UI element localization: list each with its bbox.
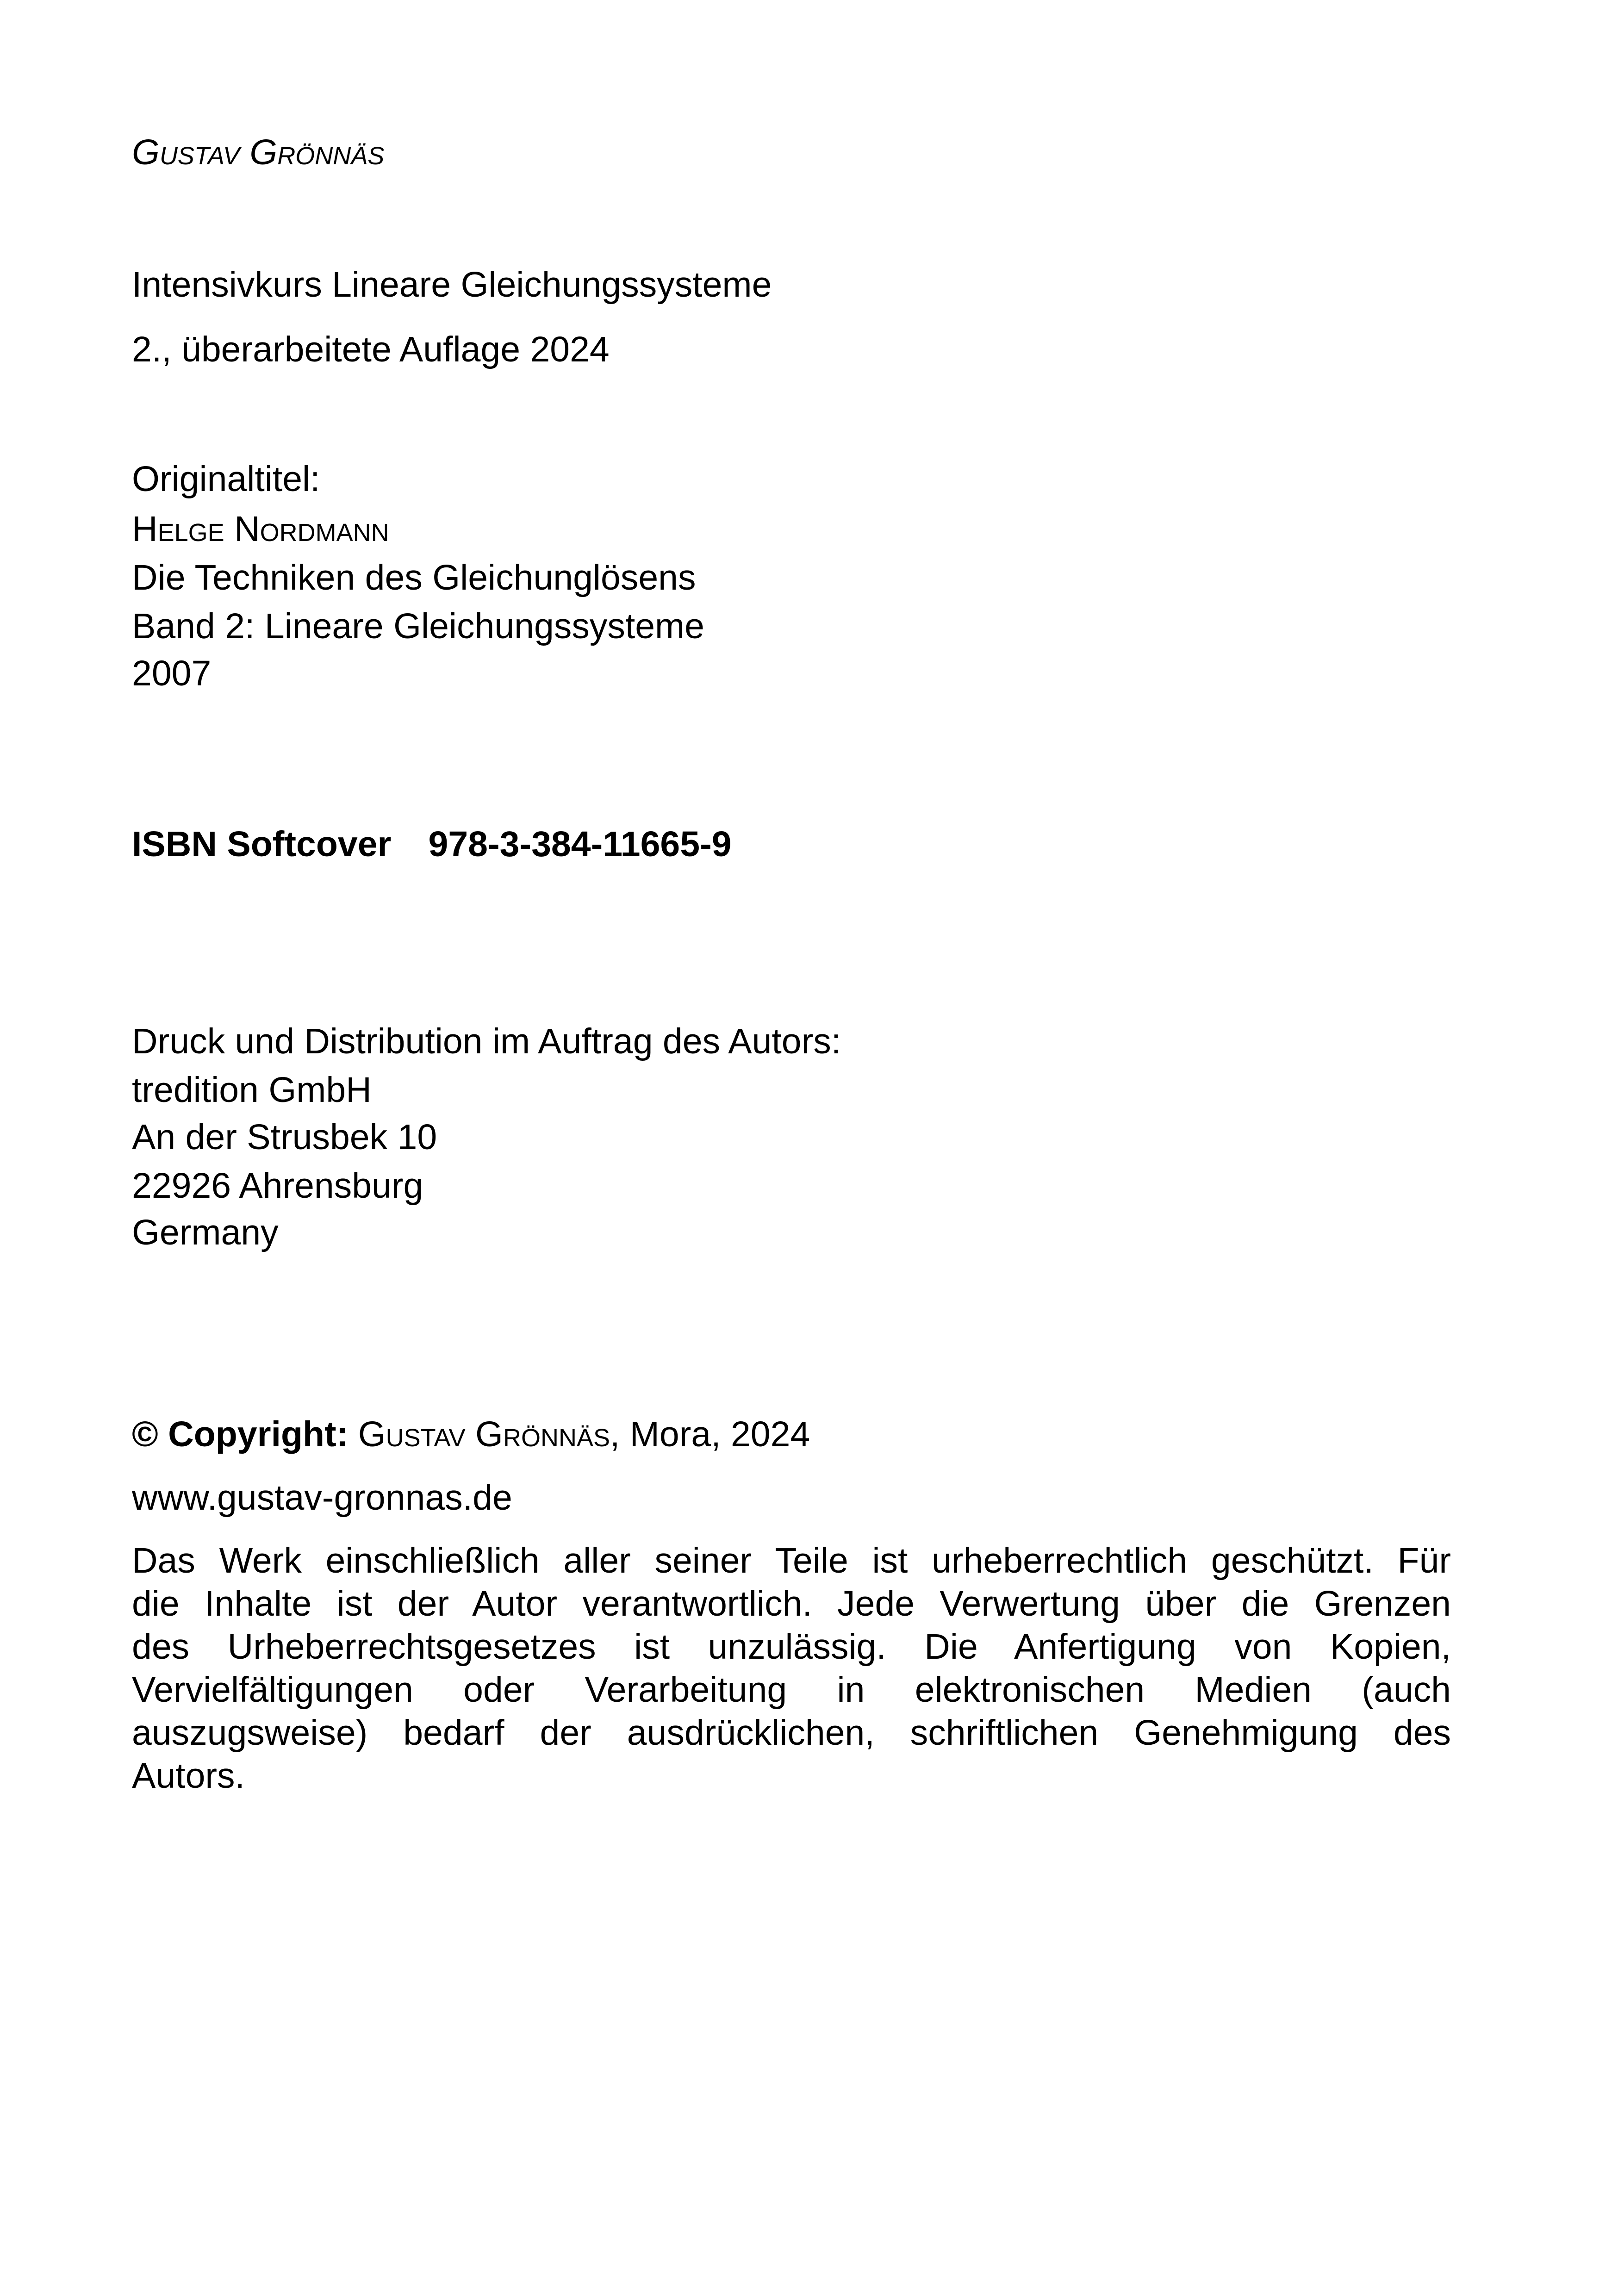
notice-line-1: Das Werk einschließlich aller seiner Teile ist urheberrechtlich geschützt. Für — [132, 1541, 1451, 1580]
copyright-suffix: , Mora, 2024 — [610, 1414, 810, 1454]
isbn-line — [132, 823, 732, 865]
copyright-notice — [132, 1539, 1451, 1798]
isbn-label: ISBN Softcover — [132, 824, 392, 864]
website-url: www.gustav-gronnas.de — [132, 1478, 512, 1518]
original-year: 2007 — [132, 653, 212, 693]
copyright-line — [132, 1413, 810, 1456]
notice-line-3: des Urheberrechtsgesetzes ist unzulässig. Die Anfertigung von Kopien, — [132, 1627, 1451, 1667]
edition-line: 2., überarbeitete Auflage 2024 — [132, 330, 610, 369]
author-name: Gustav Grönnäs — [132, 132, 385, 172]
copyright-holder: Gustav Grönnäs — [358, 1414, 610, 1454]
book-title: Intensivkurs Lineare Gleichungssysteme — [132, 265, 772, 305]
original-title-label: Originaltitel: — [132, 459, 320, 499]
copyright-label: © Copyright: — [132, 1414, 348, 1454]
publisher-street: An der Strusbek 10 — [132, 1117, 437, 1157]
notice-line-6: Autors. — [132, 1756, 245, 1796]
publisher-country: Germany — [132, 1213, 279, 1252]
original-title: Die Techniken des Gleichunglösens — [132, 558, 696, 597]
distribution-intro: Druck und Distribution im Auftrag des Autors: — [132, 1021, 841, 1061]
original-author: Helge Nordmann — [132, 509, 389, 549]
isbn-number: 978-3-384-11665-9 — [428, 824, 732, 864]
notice-line-5: auszugsweise) bedarf der ausdrücklichen, schriftlichen Genehmigung des — [132, 1713, 1451, 1753]
publisher-city: 22926 Ahrensburg — [132, 1166, 423, 1206]
notice-line-4: Vervielfältigungen oder Verarbeitung in elektronischen Medien (auch — [132, 1670, 1451, 1710]
publisher-name: tredition GmbH — [132, 1070, 372, 1110]
original-volume: Band 2: Lineare Gleichungssysteme — [132, 606, 705, 646]
notice-line-2: die Inhalte ist der Autor verantwortlich. Jede Verwertung über die Grenzen — [132, 1584, 1451, 1624]
